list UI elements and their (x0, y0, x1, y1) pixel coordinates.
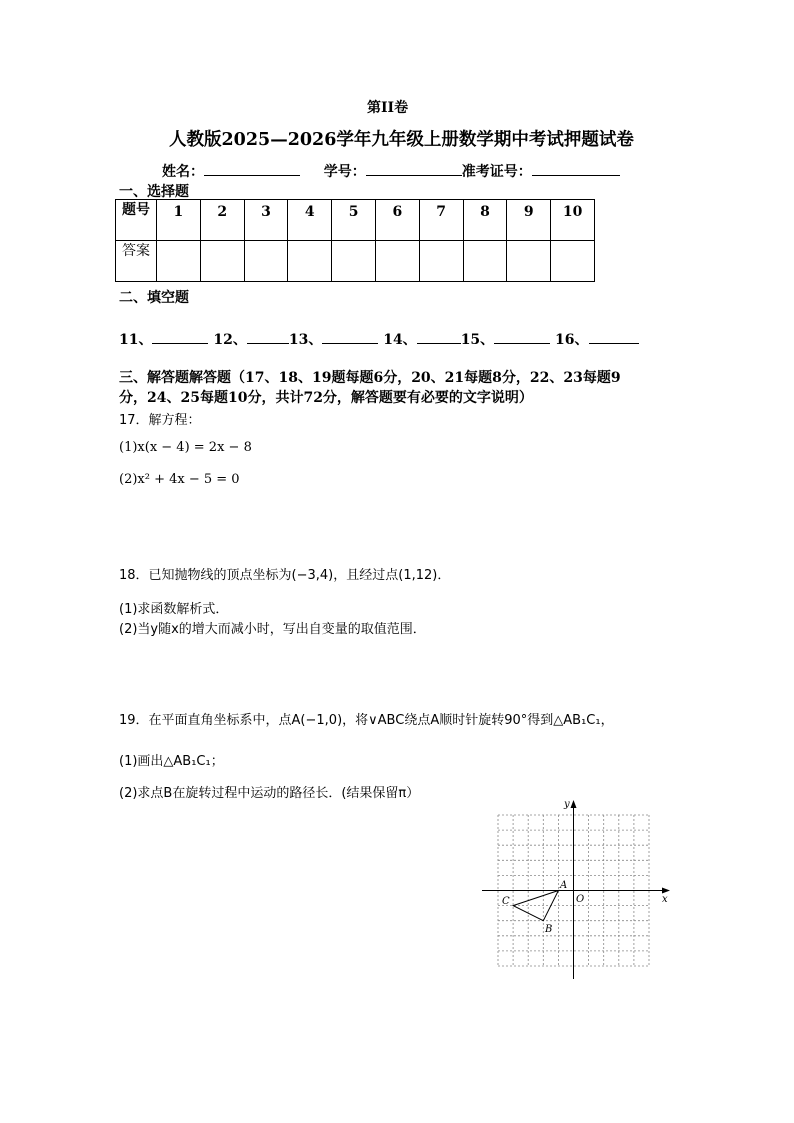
blank-item-label: 12、 (213, 332, 247, 348)
blank-field[interactable] (494, 329, 550, 344)
point-a-label: A (560, 880, 568, 891)
answer-cell[interactable] (200, 241, 244, 282)
question-number: 6 (375, 200, 419, 241)
question-number: 9 (507, 200, 551, 241)
section1-title: 一、选择题 (119, 184, 189, 200)
blank-item-label: 15、 (460, 332, 495, 348)
question-number: 4 (288, 200, 332, 241)
question-number: 2 (200, 200, 244, 241)
student-id-field[interactable] (366, 161, 462, 176)
blank-item-label: 14、 (383, 332, 417, 348)
name-label: 姓名： (162, 164, 204, 180)
origin-label: O (576, 894, 585, 905)
question-number: 5 (332, 200, 376, 241)
section3-title-line1: 三、解答题解答题（17、18、19题每题6分，20、21每题8分，22、23每题9 (119, 370, 621, 386)
q19-part1: (1)画出△AB₁C₁； (119, 754, 224, 769)
point-c-label: C (502, 896, 510, 907)
number-row (116, 200, 595, 241)
answer-cell[interactable] (463, 241, 507, 282)
exam-no-field[interactable] (532, 161, 620, 176)
q17-part1: (1)x(x − 4) = 2x − 8 (119, 440, 252, 455)
answer-table (115, 199, 595, 282)
answer-cell[interactable] (288, 241, 332, 282)
answer-row-label: 答案 (116, 241, 157, 282)
blank-field[interactable] (247, 329, 289, 344)
blank-field[interactable] (589, 329, 639, 344)
blank-field[interactable] (152, 329, 208, 344)
q18-part1: (1)求函数解析式． (119, 602, 229, 617)
student-id-label: 学号： (323, 164, 366, 180)
answer-cell[interactable] (375, 241, 419, 282)
question-number: 3 (244, 200, 288, 241)
answer-cell[interactable] (551, 241, 595, 282)
volume-label: 第II卷 (367, 100, 409, 116)
q17-part2: (2)x² + 4x − 5 = 0 (119, 472, 240, 487)
name-field[interactable] (204, 161, 300, 176)
section3-title-line2: 分，24、25每题10分，共计72分，解答题要有必要的文字说明） (119, 390, 533, 406)
y-axis-label: y (564, 799, 570, 810)
answer-row (116, 241, 595, 282)
answer-cell[interactable] (244, 241, 288, 282)
coordinate-grid-figure (470, 795, 680, 990)
x-axis-label: x (662, 894, 668, 905)
question-number: 10 (551, 200, 595, 241)
answer-cell[interactable] (157, 241, 201, 282)
section2-title: 二、填空题 (119, 290, 189, 306)
blank-field[interactable] (417, 329, 461, 344)
page-title: 人教版2025—2026学年九年级上册数学期中考试押题试卷 (169, 130, 634, 150)
blank-field[interactable] (322, 329, 378, 344)
blank-item-label: 13、 (288, 332, 323, 348)
fill-blank-line (119, 329, 639, 349)
q19-stem: 19．在平面直角坐标系中，点A(−1,0)，将∨ABC绕点A顺时针旋转90°得到△AB₁C₁， (119, 713, 614, 728)
y-axis-arrow (571, 800, 577, 808)
blank-item-label: 11、 (119, 332, 153, 348)
point-b-label: B (545, 924, 553, 935)
exam-no-label: 准考证号： (461, 164, 532, 180)
q19-part2: (2)求点B在旋转过程中运动的路径长．(结果保留π） (119, 786, 420, 801)
q18-part2: (2)当y随x的增大而减小时，写出自变量的取值范围． (119, 622, 426, 637)
question-number: 1 (157, 200, 201, 241)
student-info-line (162, 161, 620, 181)
q18-stem: 18．已知抛物线的顶点坐标为(−3,4)，且经过点(1,12)． (119, 568, 451, 583)
x-axis-arrow (662, 888, 670, 894)
answer-cell[interactable] (419, 241, 463, 282)
number-row-label: 题号 (116, 200, 157, 241)
question-number: 8 (463, 200, 507, 241)
q17-stem: 17．解方程： (119, 413, 201, 428)
answer-cell[interactable] (507, 241, 551, 282)
question-number: 7 (419, 200, 463, 241)
answer-cell[interactable] (332, 241, 376, 282)
blank-item-label: 16、 (555, 332, 589, 348)
